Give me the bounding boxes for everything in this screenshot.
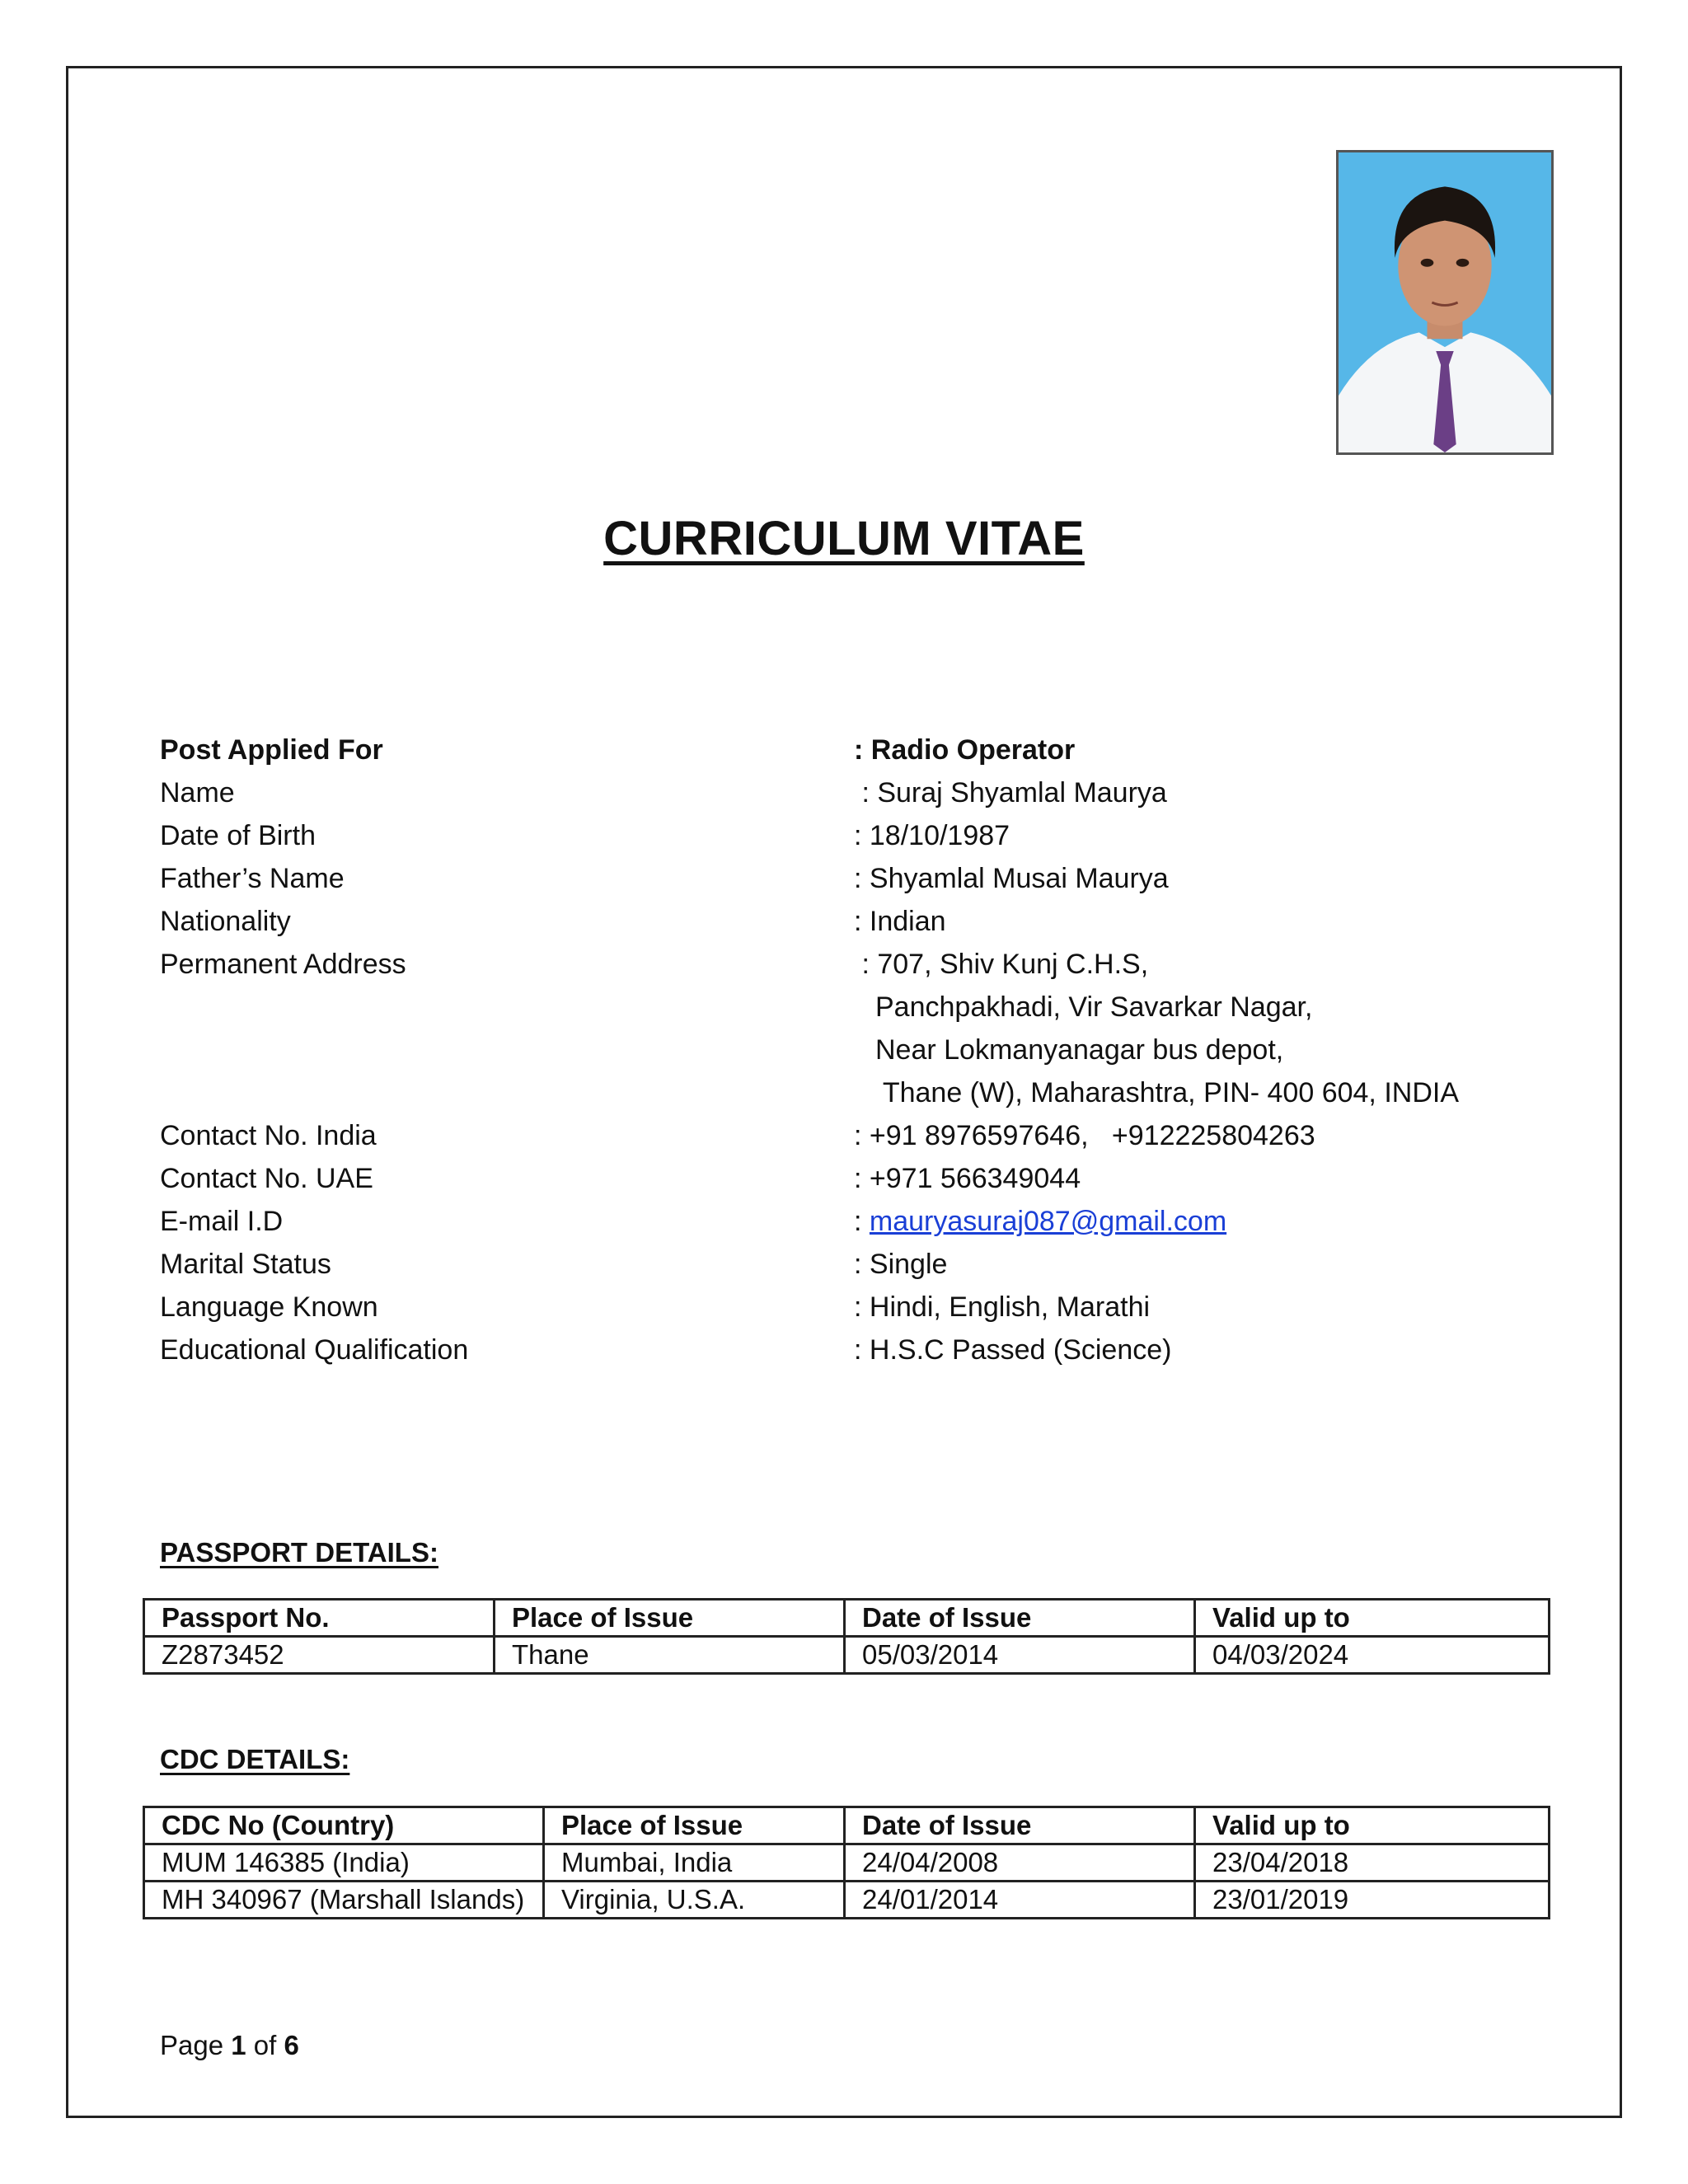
email-prefix: : [854,1206,870,1237]
total-pages: 6 [284,2030,299,2060]
column-header: Date of Issue [845,1807,1195,1844]
post-applied-value: : Radio Operator [854,734,1076,766]
post-applied-label: Post Applied For [160,734,383,766]
dob-label: Date of Birth [160,820,316,851]
address-label: Permanent Address [160,949,406,980]
email-value-wrap [854,1200,1226,1243]
contact-uae-label: Contact No. UAE [160,1163,373,1194]
table-cell: MH 340967 (Marshall Islands) [144,1882,544,1919]
address-line-1: : 707, Shiv Kunj C.H.S, [854,949,1149,980]
cdc-heading: CDC DETAILS: [160,1744,350,1774]
table-header-row [144,1600,1550,1637]
contact-uae-value: : +971 566349044 [854,1163,1081,1194]
email-label: E-mail I.D [160,1206,284,1237]
language-value: : Hindi, English, Marathi [854,1291,1151,1323]
dob-value: : 18/10/1987 [854,820,1010,851]
column-header: CDC No (Country) [144,1807,544,1844]
email-link[interactable]: mauryasuraj087@gmail.com [869,1206,1227,1237]
page-title: CURRICULUM VITAE [603,512,1085,565]
cdc-table [143,1806,1550,1919]
page-number [160,2030,299,2061]
table-cell: Z2873452 [144,1637,495,1674]
column-header: Valid up to [1195,1807,1550,1844]
table-cell: Virginia, U.S.A. [544,1882,845,1919]
name-label: Name [160,777,235,808]
father-name-value: : Shyamlal Musai Maurya [854,863,1169,894]
table-header-row [144,1807,1550,1844]
marital-label: Marital Status [160,1249,331,1280]
education-value: : H.S.C Passed (Science) [854,1334,1172,1366]
father-name-label: Father’s Name [160,863,345,894]
table-row [144,1844,1550,1882]
contact-india-label: Contact No. India [160,1120,377,1151]
address-line-2: Panchpakhadi, Vir Savarkar Nagar, [875,991,1313,1023]
table-row [144,1882,1550,1919]
address-line-3: Near Lokmanyanagar bus depot, [875,1034,1284,1066]
table-cell: Mumbai, India [544,1844,845,1882]
table-cell: 24/01/2014 [845,1882,1195,1919]
table-cell: 24/04/2008 [845,1844,1195,1882]
profile-photo [1336,150,1554,455]
table-row [144,1637,1550,1674]
column-header: Valid up to [1195,1600,1550,1637]
table-cell: 23/01/2019 [1195,1882,1550,1919]
table-cell: 05/03/2014 [845,1637,1195,1674]
address-line-4: Thane (W), Maharashtra, PIN- 400 604, INDIA [875,1077,1459,1108]
marital-value: : Single [854,1249,948,1280]
page-of: of [246,2030,284,2060]
nationality-label: Nationality [160,906,291,937]
table-cell: MUM 146385 (India) [144,1844,544,1882]
passport-heading: PASSPORT DETAILS: [160,1537,438,1568]
table-cell: 04/03/2024 [1195,1637,1550,1674]
table-cell: 23/04/2018 [1195,1844,1550,1882]
education-label: Educational Qualification [160,1334,469,1366]
current-page: 1 [231,2030,246,2060]
column-header: Date of Issue [845,1600,1195,1637]
column-header: Place of Issue [495,1600,845,1637]
column-header: Passport No. [144,1600,495,1637]
passport-table [143,1598,1550,1675]
table-cell: Thane [495,1637,845,1674]
page-prefix: Page [160,2030,232,2060]
contact-india-value: : +91 8976597646, +912225804263 [854,1120,1315,1151]
column-header: Place of Issue [544,1807,845,1844]
language-label: Language Known [160,1291,378,1323]
nationality-value: : Indian [854,906,946,937]
name-value: : Suraj Shyamlal Maurya [854,777,1167,808]
